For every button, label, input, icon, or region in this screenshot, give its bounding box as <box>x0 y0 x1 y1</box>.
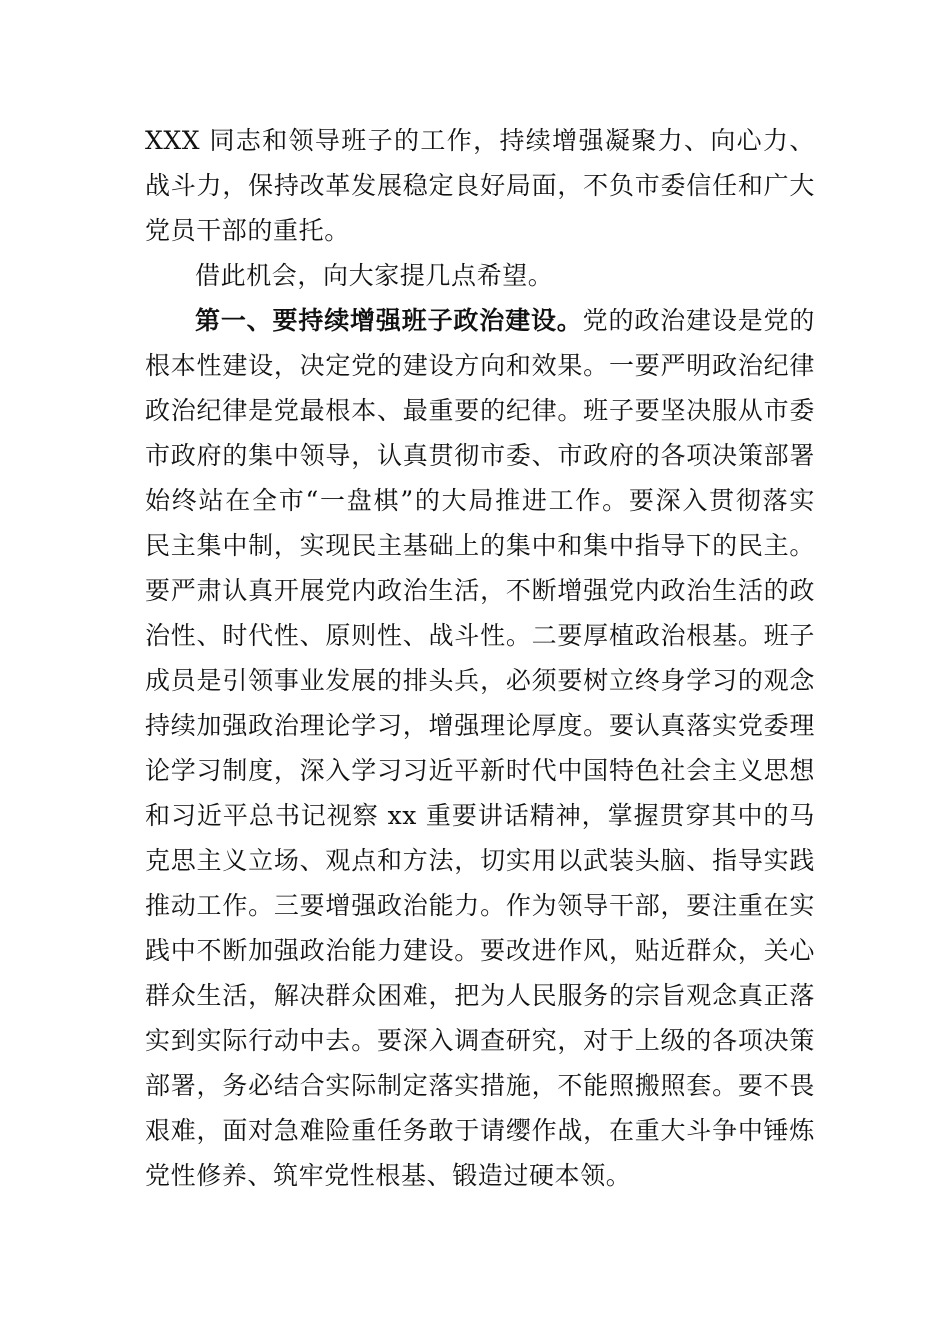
body-text <box>145 118 815 1198</box>
text-line: 推动工作。三要增强政治能力。作为领导干部，要注重在实 <box>145 891 815 920</box>
text-line: XXX 同志和领导班子的工作，持续增强凝聚力、向心力、 <box>145 126 815 155</box>
section-heading: 第一、要持续增强班子政治建设。 <box>195 306 583 335</box>
text-line: 根本性建设，决定党的建设方向和效果。一要严明政治纪律 <box>145 351 815 380</box>
text-line: 成员是引领事业发展的排头兵，必须要树立终身学习的观念 <box>145 666 815 695</box>
text-line: 民主集中制，实现民主基础上的集中和集中指导下的民主。 <box>145 531 815 560</box>
text-line: 政治纪律是党最根本、最重要的纪律。班子要坚决服从市委 <box>145 396 815 425</box>
text-line: 艰难，面对急难险重任务敢于请缨作战，在重大斗争中锤炼 <box>145 1116 815 1145</box>
text-line: 党员干部的重托。 <box>145 216 350 245</box>
text-line: 持续加强政治理论学习，增强理论厚度。要认真落实党委理 <box>145 711 815 740</box>
text-line: 实到实际行动中去。要深入调查研究，对于上级的各项决策 <box>145 1026 815 1055</box>
text-line: 要严肃认真开展党内政治生活，不断增强党内政治生活的政 <box>145 576 815 605</box>
text-line: 始终站在全市“一盘棋”的大局推进工作。要深入贯彻落实 <box>145 486 815 515</box>
text-line: 论学习制度，深入学习习近平新时代中国特色社会主义思想 <box>145 756 815 785</box>
text-line: 市政府的集中领导，认真贯彻市委、市政府的各项决策部署 <box>145 441 815 470</box>
text-line: 借此机会，向大家提几点希望。 <box>195 261 554 290</box>
text-line: 战斗力，保持改革发展稳定良好局面，不负市委信任和广大 <box>145 171 815 200</box>
text-line: 部署，务必结合实际制定落实措施，不能照搬照套。要不畏 <box>145 1071 815 1100</box>
text-line: 克思主义立场、观点和方法，切实用以武装头脑、指导实践 <box>145 846 815 875</box>
text-line: 治性、时代性、原则性、战斗性。二要厚植政治根基。班子 <box>145 621 815 650</box>
text-segment: 党的政治建设是党的 <box>582 306 815 335</box>
text-line: 群众生活，解决群众困难，把为人民服务的宗旨观念真正落 <box>145 981 815 1010</box>
text-line: 党性修养、筑牢党性根基、锻造过硬本领。 <box>145 1161 632 1190</box>
text-line: 践中不断加强政治能力建设。要改进作风，贴近群众，关心 <box>145 936 815 965</box>
text-line: 和习近平总书记视察 xx 重要讲话精神，掌握贯穿其中的马 <box>145 801 815 830</box>
section-heading-line <box>145 298 815 343</box>
